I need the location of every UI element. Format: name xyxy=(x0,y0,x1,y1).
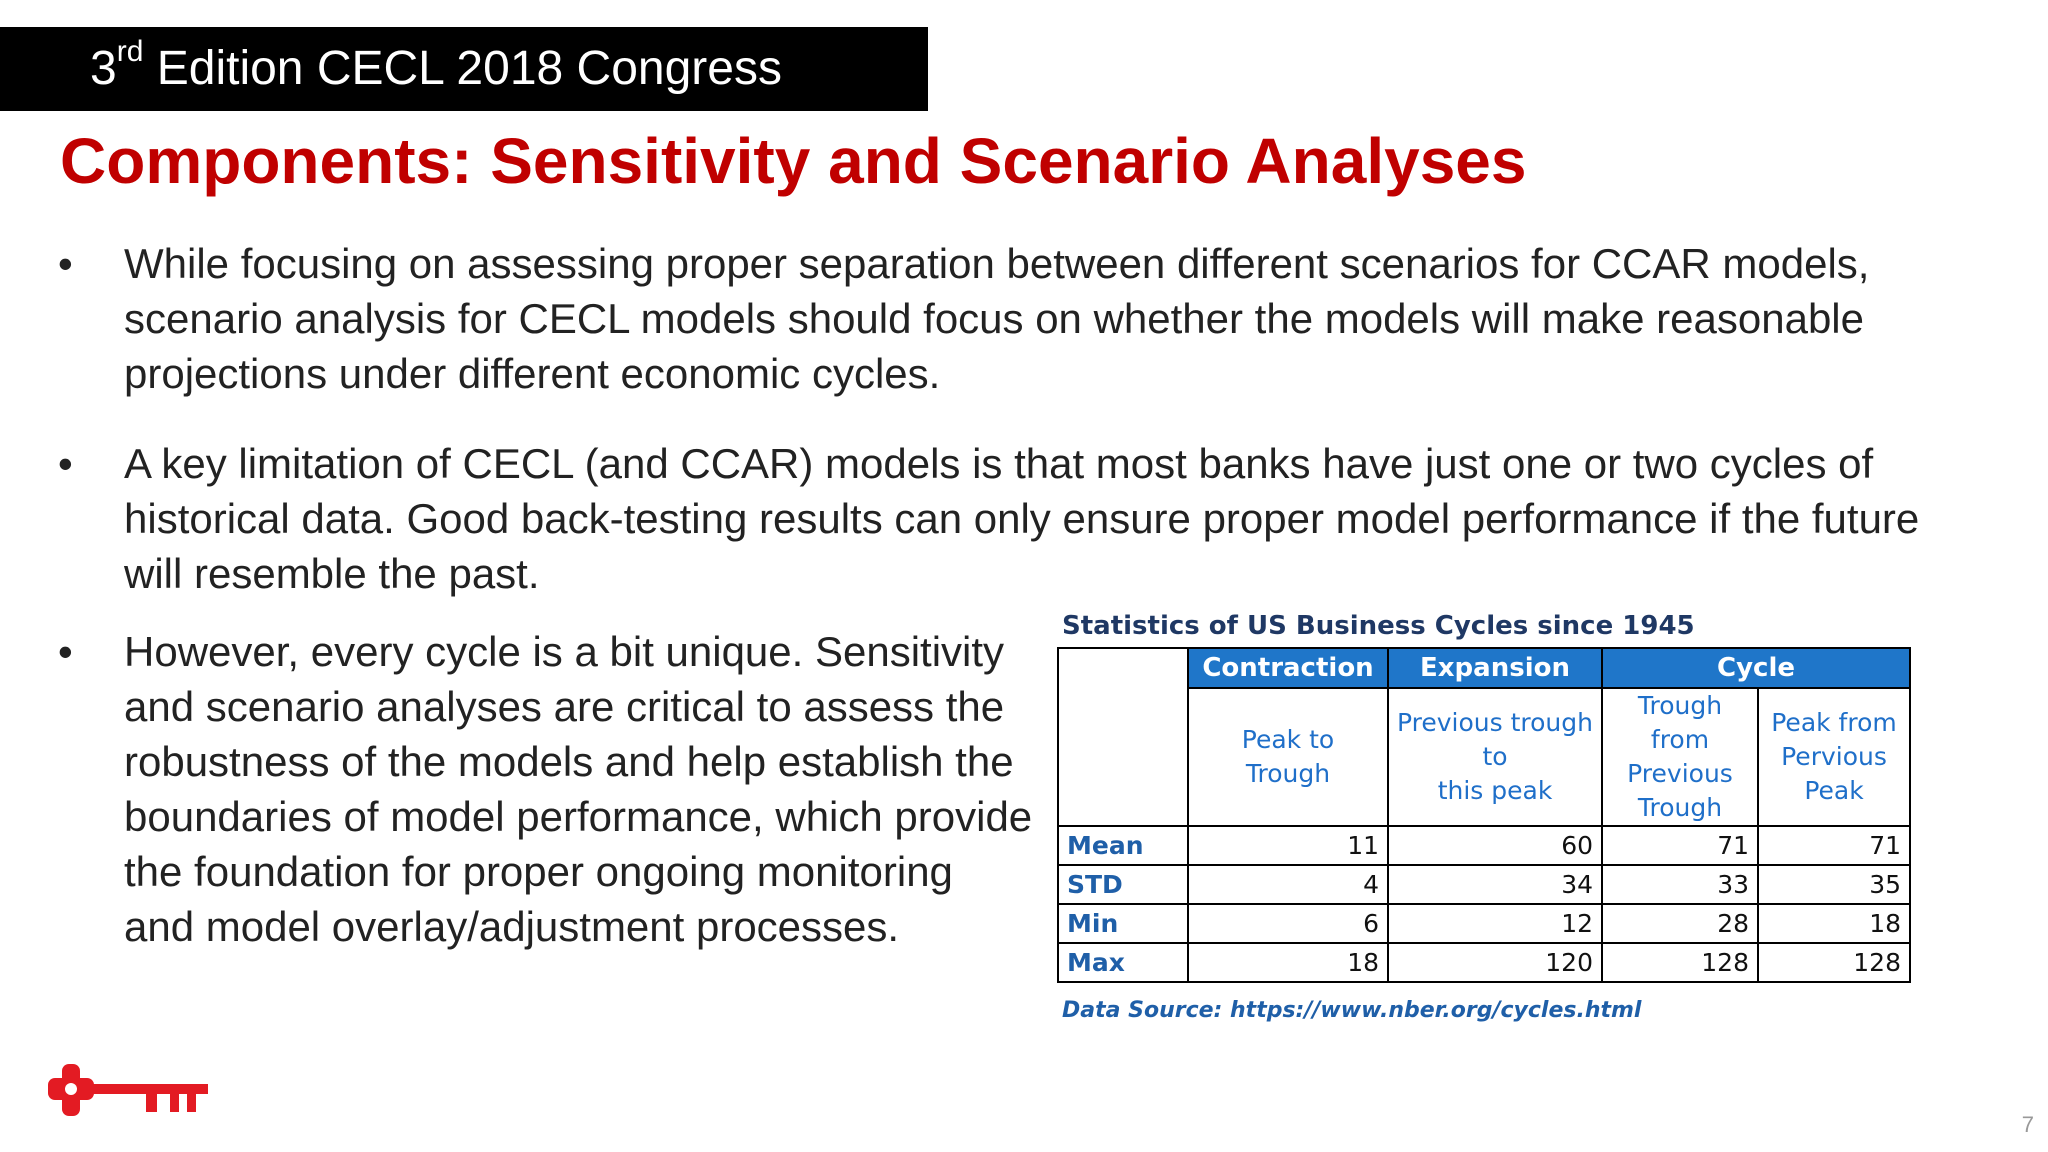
table-group-header-row xyxy=(1058,648,1910,688)
subheader-line: Peak xyxy=(1804,776,1864,805)
header-expansion: Expansion xyxy=(1388,648,1602,688)
row-label: Mean xyxy=(1058,826,1188,865)
table-cell: 4 xyxy=(1188,865,1388,904)
table-cell: 128 xyxy=(1602,943,1758,982)
table-cell: 28 xyxy=(1602,904,1758,943)
subheader-line: Trough from xyxy=(1637,691,1723,754)
bullet-text: However, every cycle is a bit unique. Sensitivity and scenario analyses are critical to assess the robustness of the models and help establish the boundaries of model performance, which provide the foundation for proper ongoing monitoring and model overlay/adjustment processes. xyxy=(124,628,1033,950)
subheader-line: Previous trough xyxy=(1397,708,1593,737)
table-cell: 33 xyxy=(1602,865,1758,904)
bullet-marker: • xyxy=(58,440,73,487)
event-banner-text xyxy=(90,27,782,111)
table-cell: 6 xyxy=(1188,904,1388,943)
key-logo-icon xyxy=(48,1060,218,1120)
row-label: Max xyxy=(1058,943,1188,982)
data-source-note: Data Source: https://www.nber.org/cycles.html xyxy=(1062,998,1642,1023)
bullet-text: A key limitation of CECL (and CCAR) models is that most banks have just one or two cycles of historical data. Good back-testing results can only ensure proper model performance if the future will resemble the past. xyxy=(124,440,1920,597)
subheader-line: this peak xyxy=(1437,776,1553,805)
subheader-previous-trough-to-peak xyxy=(1388,688,1602,826)
table-cell: 12 xyxy=(1388,904,1602,943)
table-cell: 18 xyxy=(1188,943,1388,982)
table-title: Statistics of US Business Cycles since 1945 xyxy=(1062,611,1695,641)
header-cycle: Cycle xyxy=(1602,648,1910,688)
table-row-min xyxy=(1058,904,1910,943)
event-banner xyxy=(0,27,928,111)
table-cell: 35 xyxy=(1758,865,1910,904)
subheader-trough-from-previous-trough xyxy=(1602,688,1758,826)
table-row-std xyxy=(1058,865,1910,904)
header-contraction: Contraction xyxy=(1188,648,1388,688)
table-cell: 71 xyxy=(1758,826,1910,865)
row-label: STD xyxy=(1058,865,1188,904)
subheader-line: to xyxy=(1482,742,1508,771)
table-cell: 60 xyxy=(1388,826,1602,865)
table-cell: 128 xyxy=(1758,943,1910,982)
page-number: 7 xyxy=(2021,1112,2034,1137)
bullet-marker: • xyxy=(58,240,73,287)
subheader-peak-to-trough xyxy=(1188,688,1388,826)
bullet-marker: • xyxy=(58,628,73,675)
subheader-line: Peak from xyxy=(1771,708,1897,737)
table-corner-cell xyxy=(1058,648,1188,826)
subheader-line: Pervious xyxy=(1781,742,1887,771)
table-cell: 34 xyxy=(1388,865,1602,904)
business-cycle-table xyxy=(1057,647,1911,983)
subheader-line: Trough xyxy=(1637,793,1723,822)
subheader-line: Previous xyxy=(1627,759,1733,788)
banner-superscript: rd xyxy=(116,35,144,68)
table-cell: 11 xyxy=(1188,826,1388,865)
table-row-max xyxy=(1058,943,1910,982)
table-row-mean xyxy=(1058,826,1910,865)
table-cell: 120 xyxy=(1388,943,1602,982)
subheader-peak-from-previous-peak xyxy=(1758,688,1910,826)
banner-suffix: Edition CECL 2018 Congress xyxy=(143,42,782,95)
banner-prefix: 3 xyxy=(90,42,117,95)
table-cell: 71 xyxy=(1602,826,1758,865)
table-cell: 18 xyxy=(1758,904,1910,943)
row-label: Min xyxy=(1058,904,1188,943)
bullet-text: While focusing on assessing proper separation between different scenarios for CCAR models, scenario analysis for CECL models should focus on whether the models will make reasonable projections under different economic cycles. xyxy=(124,240,1870,397)
subheader-line: Peak to Trough xyxy=(1241,725,1335,788)
slide-title: Components: Sensitivity and Scenario Analyses xyxy=(60,125,1527,197)
